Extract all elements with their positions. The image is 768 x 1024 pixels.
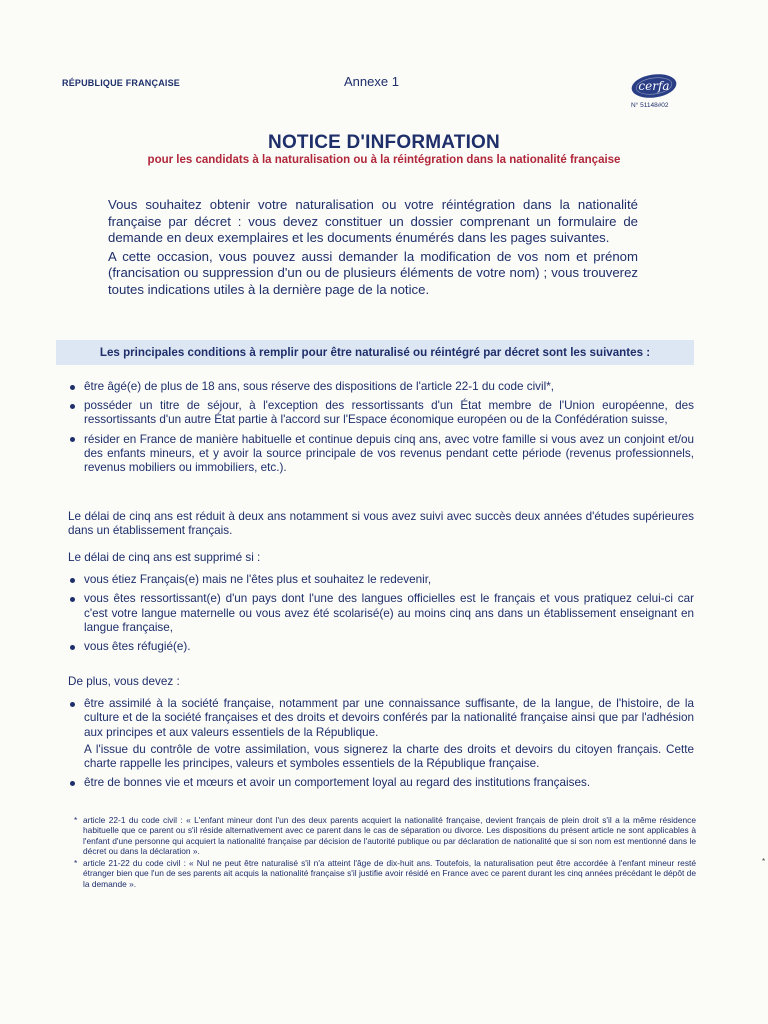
list-item: vous étiez Français(e) mais ne l'êtes plus et souhaitez le redevenir, [68,573,694,587]
conditions-list [68,380,694,475]
suppression-intro: Le délai de cinq ans est supprimé si : [68,551,261,564]
list-item: être âgé(e) de plus de 18 ans, sous réserve des dispositions de l'article 22-1 du code civil*, [68,380,694,394]
intro-section [108,197,638,300]
footnote [74,858,696,889]
cerfa-logo-text: cerfa [638,79,670,93]
conditions-banner: Les principales conditions à remplir pour être naturalisé ou réintégré par décret sont les suivantes : [56,340,694,365]
conditions-section [68,380,694,480]
requirements-section [68,675,694,795]
requirement-text: être assimilé à la société française, notamment par une connaissance suffisante, de la langue, de l'histoire, de la culture et de la société françaises et des droits et devoirs conférés par la nationalité française ainsi que par l'adhésion aux principes et aux valeurs essentiels de la République. [84,697,694,739]
further-intro: De plus, vous devez : [68,675,180,688]
intro-paragraph: Vous souhaitez obtenir votre naturalisation ou votre réintégration dans la nationalité française par décret : vous devez constituer un dossier comprenant un formulaire de demande en deux exemplaires et les documents énumérés dans les pages suivantes. [108,197,638,245]
suppression-list [68,573,694,654]
list-item: posséder un titre de séjour, à l'exception des ressortissants d'un État membre de l'Union européenne, des ressortissants d'un autre État partie à l'accord sur l'Espace économique européen ou de la Confédération suisse, [68,399,694,427]
cerfa-logo [630,73,678,99]
list-item: résider en France de manière habituelle et continue depuis cinq ans, avec votre famille si vous avez un conjoint et/ou des enfants mineurs, et y avoir la source principale de vos revenus pendant cette période (revenus professionnels, revenus mobiliers ou immobiliers, etc.). [68,433,694,476]
list-item: être de bonnes vie et mœurs et avoir un comportement loyal au regard des institutions françaises. [68,776,694,790]
footnote-text: article 21-22 du code civil : « Nul ne peut être naturalisé s'il n'a atteint l'âge de dix-huit ans. Toutefois, la naturalisation peut être accordée à l'enfant mineur resté étranger bien que l'un de ses parents ait acquis la nationalité française s'il justifie avoir résidé en France avec ce parent durant les cinq années précédant le dépôt de la demande ». [83,858,696,889]
annex-label: Annexe 1 [344,74,399,89]
footnote-mark: * [74,815,78,825]
footnote [74,815,696,856]
page-title: NOTICE D'INFORMATION [268,132,500,153]
list-item [68,697,694,771]
footnote-text: article 22-1 du code civil : « L'enfant mineur dont l'un des deux parents acquiert la nationalité française, devient français de plein droit s'il a la même résidence habituelle que ce parent ou s'il réside alternativement avec ce parent dans le cas de séparation ou divorce. Les dispositions du présent article ne sont applicables à l'enfant d'une personne qui acquiert la nationalité française par décision de l'autorité publique ou par déclaration de nationalité que si son nom est mentionné dans le décret ou dans la déclaration ». [83,815,696,856]
reduction-section [68,510,694,538]
list-item: vous êtes réfugié(e). [68,640,694,654]
margin-mark: * [762,857,766,866]
page-subtitle: pour les candidats à la naturalisation ou à la réintégration dans la nationalité française [147,154,621,166]
cerfa-number: N° 51148#02 [631,102,669,109]
reduction-text: Le délai de cinq ans est réduit à deux ans notamment si vous avez suivi avec succès deux années d'études supérieures dans un établissement français. [68,510,694,538]
footnote-mark: * [74,858,78,868]
requirement-detail: A l'issue du contrôle de votre assimilation, vous signerez la charte des droits et devoirs du citoyen français. Cette charte rappelle les principes, valeurs et symboles essentiels de la République française. [84,742,694,771]
republic-label: RÉPUBLIQUE FRANÇAISE [62,78,181,88]
intro-paragraph: A cette occasion, vous pouvez aussi demander la modification de vos nom et prénom (francisation ou suppression d'un ou de plusieurs éléments de votre nom) ; vous trouverez toutes indications utiles à la dernière page de la notice. [108,248,638,297]
suppression-section [68,551,694,659]
requirements-list [68,697,694,790]
list-item: vous êtes ressortissant(e) d'un pays dont l'une des langues officielles est le français et vous pratiquez celui-ci car c'est votre langue maternelle ou vous avez été scolarisé(e) au moins cinq ans dans un établissement enseignant en langue française, [68,592,694,635]
